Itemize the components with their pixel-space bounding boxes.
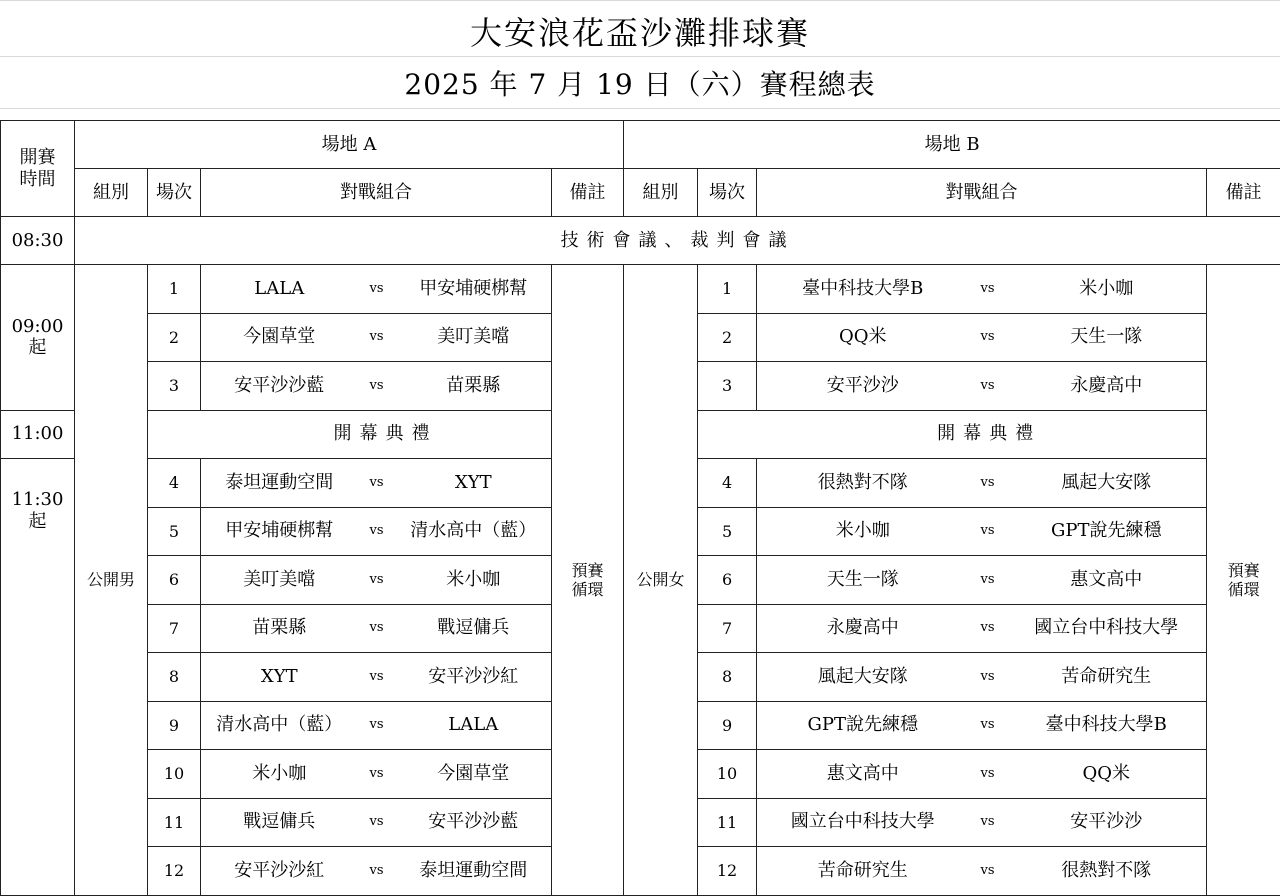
header-match-no-a: 場次 [148,169,201,217]
time-slot-1100: 11:00 [1,410,75,459]
header-time-line1: 開賽 [20,147,56,168]
away-team: QQ米 [1007,750,1207,799]
header-court-b: 場地 B [624,121,1280,169]
away-team: GPT說先練穩 [1007,507,1207,556]
match-no: 3 [148,362,201,411]
away-team: 臺中科技大學B [1007,701,1207,750]
home-team: 天生一隊 [757,556,969,605]
home-team: 很熱對不隊 [757,459,969,508]
away-team: 清水高中（藍） [396,507,552,556]
away-team: 安平沙沙藍 [396,798,552,847]
match-no: 7 [148,604,201,653]
vs-label: vs [969,265,1007,314]
match-no: 1 [698,265,757,314]
header-court-a: 場地 A [75,121,624,169]
home-team: 苦命研究生 [757,847,969,896]
match-no: 2 [698,313,757,362]
home-team: 安平沙沙 [757,362,969,411]
header-matchup-a: 對戰組合 [201,169,552,217]
vs-label: vs [969,653,1007,702]
meeting-text: 技術會議、裁判會議 [75,217,1280,265]
match-no: 11 [148,798,201,847]
vs-label: vs [969,556,1007,605]
home-team: 泰坦運動空間 [201,459,358,508]
away-team: XYT [396,459,552,508]
match-no: 2 [148,313,201,362]
match-no: 11 [698,798,757,847]
vs-label: vs [358,750,396,799]
away-team: 安平沙沙紅 [396,653,552,702]
match-no: 8 [698,653,757,702]
page-title: 大安浪花盃沙灘排球賽 [0,8,1280,54]
home-team: 國立台中科技大學 [757,798,969,847]
header-note-a: 備註 [552,169,624,217]
vs-label: vs [358,459,396,508]
vs-label: vs [969,459,1007,508]
away-team: 惠文高中 [1007,556,1207,605]
away-team: 米小咖 [396,556,552,605]
away-team: 國立台中科技大學 [1007,604,1207,653]
away-team: 今園草堂 [396,750,552,799]
vs-label: vs [358,362,396,411]
vs-label: vs [358,701,396,750]
away-team: 風起大安隊 [1007,459,1207,508]
away-team: 安平沙沙 [1007,798,1207,847]
match-no: 5 [698,507,757,556]
away-team: 泰坦運動空間 [396,847,552,896]
home-team: 臺中科技大學B [757,265,969,314]
away-team: 苦命研究生 [1007,653,1207,702]
match-no: 7 [698,604,757,653]
vs-label: vs [969,750,1007,799]
home-team: 今園草堂 [201,313,358,362]
home-team: 安平沙沙藍 [201,362,358,411]
away-team: 戰逗傭兵 [396,604,552,653]
match-no: 9 [148,701,201,750]
header-match-no-b: 場次 [698,169,757,217]
vs-label: vs [969,798,1007,847]
away-team: 甲安埔硬梆幫 [396,265,552,314]
match-no: 1 [148,265,201,314]
time-value: 11:30 [12,489,64,510]
home-team: LALA [201,265,358,314]
home-team: 米小咖 [201,750,358,799]
time-value: 09:00 [12,316,64,337]
time-suffix: 起 [29,511,47,532]
note-line1: 預賽 [572,561,604,580]
header-note-b: 備註 [1207,169,1280,217]
away-team: 苗栗縣 [396,362,552,411]
vs-label: vs [358,507,396,556]
page-subtitle: 2025 年 7 月 19 日（六）賽程總表 [0,60,1280,106]
home-team: XYT [201,653,358,702]
vs-label: vs [969,604,1007,653]
match-no: 10 [698,750,757,799]
group-court-b: 公開女 [624,265,698,896]
home-team: 甲安埔硬梆幫 [201,507,358,556]
vs-label: vs [969,847,1007,896]
match-no: 6 [148,556,201,605]
match-no: 12 [698,847,757,896]
home-team: 永慶高中 [757,604,969,653]
vs-label: vs [969,701,1007,750]
home-team: 米小咖 [757,507,969,556]
header-group-a: 組別 [75,169,148,217]
vs-label: vs [358,556,396,605]
vs-label: vs [358,313,396,362]
match-no: 5 [148,507,201,556]
match-no: 9 [698,701,757,750]
home-team: 惠文高中 [757,750,969,799]
match-no: 10 [148,750,201,799]
schedule-table [0,120,1280,896]
ceremony-court-a: 開幕典禮 [148,410,624,459]
home-team: QQ米 [757,313,969,362]
vs-label: vs [358,653,396,702]
note-line2: 循環 [1228,580,1260,599]
header-time-line2: 時間 [20,169,56,190]
vs-label: vs [358,847,396,896]
vs-label: vs [358,798,396,847]
table-row [1,265,1280,314]
vs-label: vs [969,362,1007,411]
home-team: GPT說先練穩 [757,701,969,750]
away-team: 很熱對不隊 [1007,847,1207,896]
header-matchup-b: 對戰組合 [757,169,1207,217]
away-team: 美叮美噹 [396,313,552,362]
vs-label: vs [358,604,396,653]
home-team: 苗栗縣 [201,604,358,653]
header-group-b: 組別 [624,169,698,217]
vs-label: vs [969,313,1007,362]
vs-label: vs [969,507,1007,556]
home-team: 風起大安隊 [757,653,969,702]
away-team: 米小咖 [1007,265,1207,314]
group-court-a: 公開男 [75,265,148,896]
ceremony-court-b: 開幕典禮 [698,410,1280,459]
time-slot-1130 [1,459,75,896]
vs-label: vs [358,265,396,314]
home-team: 安平沙沙紅 [201,847,358,896]
home-team: 戰逗傭兵 [201,798,358,847]
meeting-time: 08:30 [1,217,75,265]
home-team: 清水高中（藍） [201,701,358,750]
away-team: 天生一隊 [1007,313,1207,362]
away-team: 永慶高中 [1007,362,1207,411]
header-time [1,121,75,217]
note-line2: 循環 [572,580,604,599]
match-no: 8 [148,653,201,702]
match-no: 3 [698,362,757,411]
match-no: 6 [698,556,757,605]
home-team: 美叮美噹 [201,556,358,605]
note-line1: 預賽 [1228,561,1260,580]
away-team: LALA [396,701,552,750]
time-slot-0900 [1,265,75,411]
match-no: 4 [148,459,201,508]
note-court-a [552,265,624,896]
time-suffix: 起 [29,337,47,358]
match-no: 4 [698,459,757,508]
match-no: 12 [148,847,201,896]
note-court-b [1207,265,1280,896]
